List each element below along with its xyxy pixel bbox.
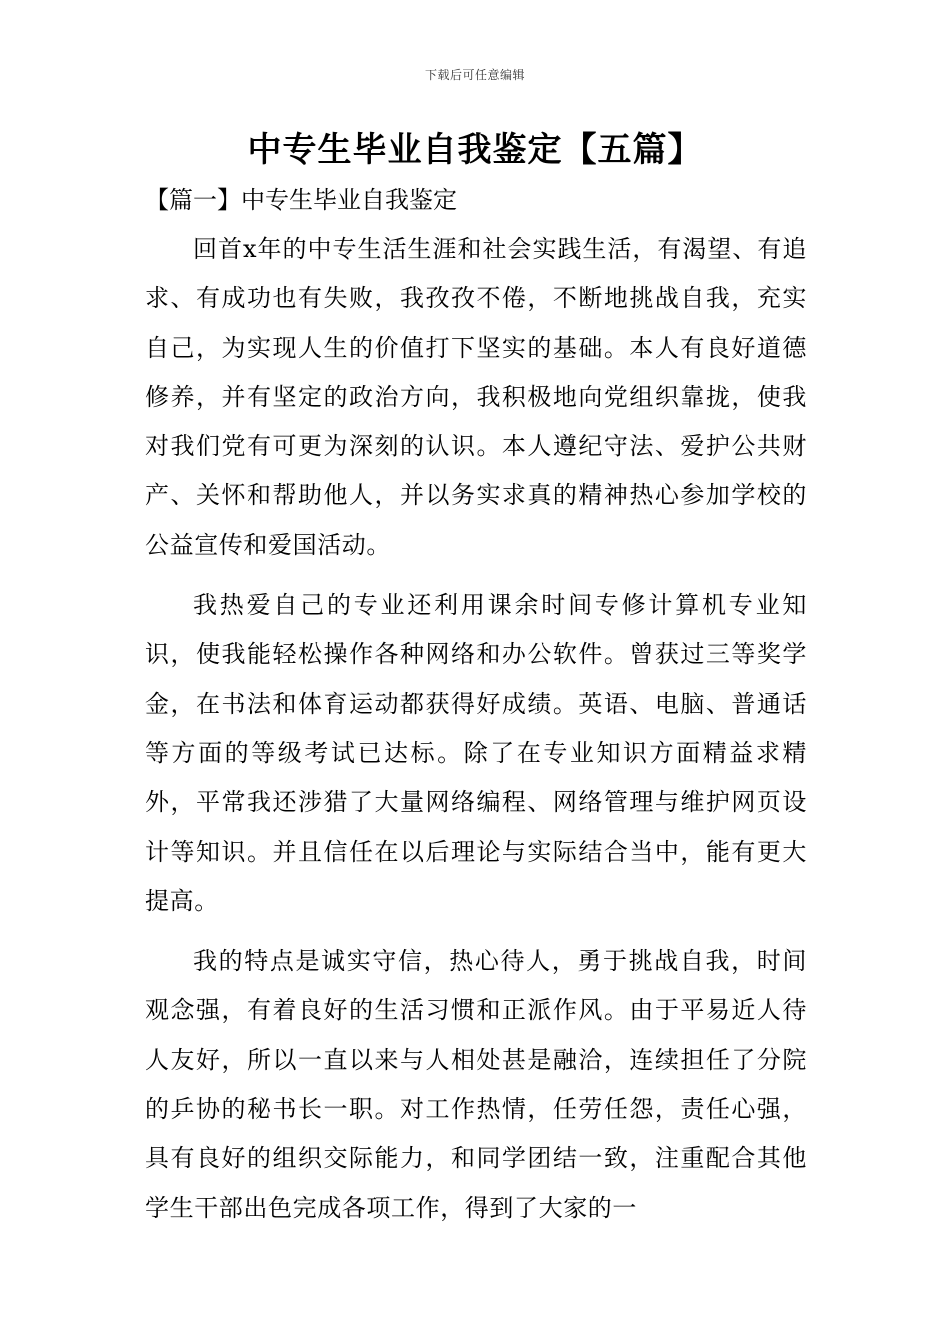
- paragraph-1: 回首x年的中专生活生涯和社会实践生活，有渴望、有追求、有成功也有失败，我孜孜不倦，不断地挑战自我，充实自己，为实现人生的价值打下坚实的基础。本人有良好道德修养，并有坚定的政治方向，我积极地向党组织靠拢，使我对我们党有可更为深刻的认识。本人遵纪守法、爱护公共财产、关怀和帮助他人，并以务实求真的精神热心参加学校的公益宣传和爱国活动。: [145, 235, 807, 559]
- header-note: 下载后可任意编辑: [424, 68, 525, 82]
- paragraph-2: 我热爱自己的专业还利用课余时间专修计算机专业知识，使我能轻松操作各种网络和办公软件。曾获过三等奖学金，在书法和体育运动都获得好成绩。英语、电脑、普通话等方面的等级考试已达标。除了在专业知识方面精益求精外，平常我还涉猎了大量网络编程、网络管理与维护网页设计等知识。并且信任在以后理论与实际结合当中，能有更大提高。: [145, 591, 807, 915]
- section-heading: 【篇一】中专生毕业自我鉴定: [145, 186, 457, 214]
- document-body: [145, 225, 807, 1244]
- document-title: 中专生毕业自我鉴定【五篇】: [247, 130, 703, 170]
- paragraph-3: 我的特点是诚实守信，热心待人，勇于挑战自我，时间观念强，有着良好的生活习惯和正派作风。由于平易近人待人友好，所以一直以来与人相处甚是融洽，连续担任了分院的乒协的秘书长一职。对工作热情，任劳任怨，责任心强，具有良好的组织交际能力，和同学团结一致，注重配合其他学生干部出色完成各项工作，得到了大家的一: [145, 947, 807, 1222]
